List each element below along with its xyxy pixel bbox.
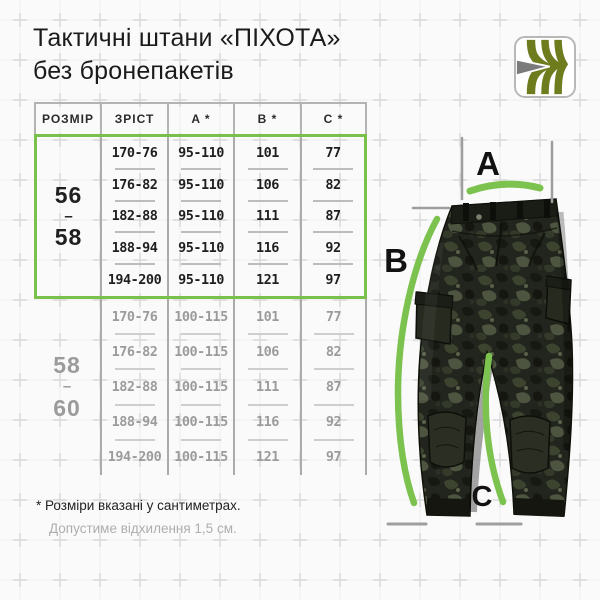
table-cell: 87: [302, 201, 364, 233]
table-cell: 77: [325, 144, 341, 161]
table-cell: 100-115: [169, 334, 233, 369]
table-cell: 182-88: [102, 369, 167, 404]
size-group-56-58: [34, 134, 367, 299]
table-cell: 176-82: [102, 169, 167, 201]
measure-arc-a: [470, 184, 540, 191]
size-label-56-58: [37, 137, 100, 296]
table-cell: 170-76: [111, 308, 158, 325]
table-cell: 194-200: [102, 440, 167, 475]
brand-waves-arrow-logo: [514, 36, 576, 98]
table-cell: 111: [235, 201, 300, 233]
table-cell: 100-115: [169, 440, 233, 475]
size-label-58-60: [34, 299, 100, 475]
table-cell: 92: [302, 232, 364, 264]
column-a: [167, 137, 233, 296]
table-cell: 116: [235, 232, 300, 264]
table-cell: 97: [302, 440, 365, 475]
table-cell: 176-82: [102, 334, 167, 369]
column-a: [167, 299, 233, 475]
table-cell: 121: [235, 264, 300, 296]
brand-logo-icon: [516, 38, 574, 96]
footnote-tolerance: Допустиме відхилення 1,5 см.: [49, 520, 237, 536]
page-title: [33, 22, 341, 87]
table-cell: 182-88: [102, 201, 167, 233]
table-cell: 92: [302, 405, 365, 440]
table-cell: 188-94: [102, 405, 167, 440]
size-table-header-row: [34, 102, 367, 134]
column-zrist: [100, 299, 167, 475]
column-c: [300, 299, 365, 475]
table-cell: 188-94: [102, 232, 167, 264]
column-b: [233, 137, 300, 296]
footnotes: [36, 496, 241, 540]
size-bottom: 58: [54, 224, 83, 251]
table-cell: 97: [302, 264, 364, 296]
table-cell: 95-110: [178, 144, 224, 161]
measure-label-c: C: [471, 481, 493, 513]
table-cell: 101: [256, 308, 279, 325]
table-cell: 87: [302, 369, 365, 404]
table-cell: 194-200: [102, 264, 167, 296]
table-cell: 121: [235, 440, 300, 475]
size-dash: –: [64, 207, 73, 225]
measure-label-a: A: [476, 145, 500, 182]
page-title-line1: Тактичні штани «ПІХОТА»: [33, 24, 341, 52]
header-cell-b: B *: [233, 104, 300, 134]
table-cell: 95-110: [169, 232, 233, 264]
size-top: 56: [54, 181, 83, 208]
column-c: [300, 137, 364, 296]
size-table: [34, 102, 367, 475]
table-cell: 111: [235, 369, 300, 404]
page-title-line2: без бронепакетів: [33, 56, 234, 85]
header-cell-a: A *: [167, 104, 233, 134]
table-cell: 100-115: [169, 369, 233, 404]
table-cell: 95-110: [169, 169, 233, 201]
table-cell: 95-110: [169, 264, 233, 296]
size-top: 58: [53, 352, 81, 379]
footnote-units: * Розміри вказані у сантиметрах.: [36, 498, 241, 513]
header-cell-zrist: ЗРІСТ: [100, 104, 167, 134]
size-group-58-60: [34, 299, 367, 475]
table-cell: 100-115: [174, 308, 228, 325]
table-cell: 116: [235, 405, 300, 440]
size-bottom: 60: [53, 394, 81, 421]
size-dash: –: [62, 378, 72, 396]
table-cell: 77: [325, 308, 342, 325]
table-cell: 106: [235, 169, 300, 201]
table-cell: 82: [302, 334, 365, 369]
table-cell: 82: [302, 169, 364, 201]
table-cell: 101: [256, 144, 279, 161]
table-cell: 100-115: [169, 405, 233, 440]
header-cell-c: C *: [300, 104, 365, 134]
column-b: [233, 299, 300, 475]
header-cell-rozmir: РОЗМІР: [34, 104, 100, 134]
pants-measurement-diagram: [370, 125, 600, 545]
measure-label-b: B: [384, 242, 408, 279]
table-cell: 106: [235, 334, 300, 369]
table-cell: 95-110: [169, 201, 233, 233]
column-zrist: [100, 137, 167, 296]
table-cell: 170-76: [111, 144, 158, 161]
